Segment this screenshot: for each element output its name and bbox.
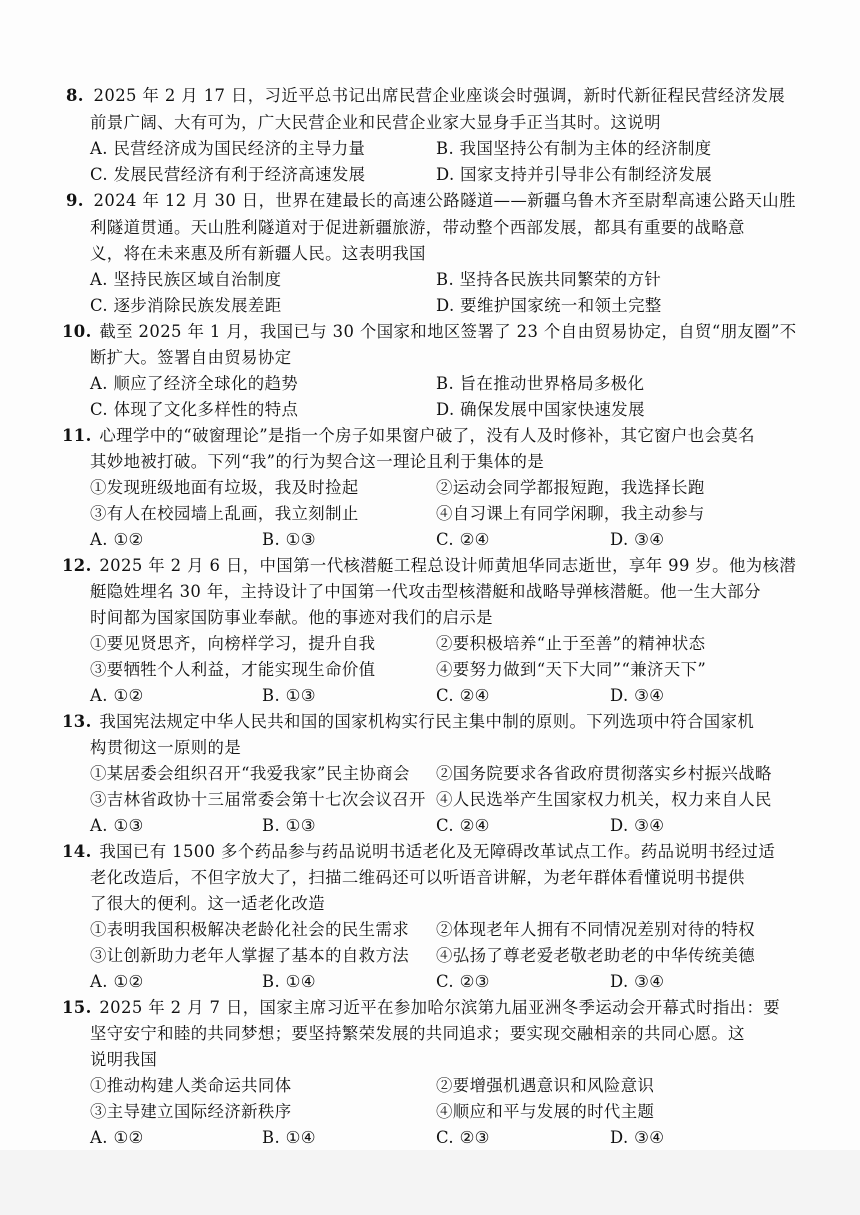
statement-1: ①表明我国积极解决老龄化社会的民生需求 — [90, 920, 410, 939]
question-stem: 2025 年 2 月 17 日，习近平总书记出席民营企业座谈会时强调，新时代新征程民营经济发展 — [93, 86, 786, 105]
option-a: A. 坚持民族区域自治制度 — [90, 270, 282, 289]
question-number: 15. — [62, 998, 92, 1017]
statement-2: ②要积极培养“止于至善”的精神状态 — [436, 634, 706, 653]
question-stem: 截至 2025 年 1 月，我国已与 30 个国家和地区签署了 23 个自由贸易协定，自贸“朋友圈”不 — [99, 322, 797, 341]
option-c: C. 逐步消除民族发展差距 — [90, 296, 282, 315]
question-stem: 2024 年 12 月 30 日，世界在建最长的高速公路隧道——新疆乌鲁木齐至尉犁高速公路天山胜 — [93, 191, 796, 210]
question-number: 9. — [66, 191, 84, 210]
question-stem: 坚守安宁和睦的共同梦想；要坚持繁荣发展的共同追求；要实现交融相亲的共同心愿。这 — [90, 1024, 745, 1043]
statement-1: ①推动构建人类命运共同体 — [90, 1076, 292, 1095]
statement-2: ②要增强机遇意识和风险意识 — [436, 1076, 655, 1095]
choice-a: A. ①② — [90, 686, 144, 705]
choice-a: A. ①② — [90, 530, 144, 549]
statement-4: ④顺应和平与发展的时代主题 — [436, 1102, 655, 1121]
statement-3: ③有人在校园墙上乱画，我立刻制止 — [90, 504, 359, 523]
statement-4: ④人民选举产生国家权力机关，权力来自人民 — [436, 790, 772, 809]
statement-3: ③要牺牲个人利益，才能实现生命价值 — [90, 660, 376, 679]
choice-d: D. ③④ — [610, 686, 665, 705]
choice-c: C. ②③ — [436, 972, 490, 991]
statement-2: ②体现老年人拥有不同情况差别对待的特权 — [436, 920, 756, 939]
question-stem: 艇隐姓埋名 30 年，主持设计了中国第一代攻击型核潜艇和战略导弹核潜艇。他一生大部分 — [90, 582, 761, 601]
question-number: 12. — [62, 556, 92, 575]
question-number: 11. — [62, 426, 92, 445]
question-stem: 2025 年 2 月 6 日，中国第一代核潜艇工程总设计师黄旭华同志逝世，享年 99 岁。他为核潜 — [99, 556, 797, 575]
question-stem: 构贯彻这一原则的是 — [90, 738, 242, 757]
option-d: D. 国家支持并引导非公有制经济发展 — [436, 165, 713, 184]
question-number: 13. — [62, 712, 92, 731]
statement-2: ②国务院要求各省政府贯彻落实乡村振兴战略 — [436, 764, 772, 783]
question-stem: 心理学中的“破窗理论”是指一个房子如果窗户破了，没有人及时修补，其它窗户也会莫名 — [99, 426, 755, 445]
choice-d: D. ③④ — [610, 972, 665, 991]
choice-a: A. ①③ — [90, 816, 144, 835]
question-stem: 断扩大。签署自由贸易协定 — [90, 348, 292, 367]
choice-d: D. ③④ — [610, 530, 665, 549]
question-stem: 其妙地被打破。下列“我”的行为契合这一理论且利于集体的是 — [90, 452, 545, 471]
statement-1: ①某居委会组织召开“我爱我家”民主协商会 — [90, 764, 410, 783]
choice-b: B. ①④ — [262, 1128, 316, 1147]
question-number: 10. — [62, 322, 92, 341]
choice-b: B. ①③ — [262, 686, 316, 705]
statement-4: ④弘扬了尊老爱老敬老助老的中华传统美德 — [436, 946, 756, 965]
option-a: A. 顺应了经济全球化的趋势 — [90, 374, 299, 393]
question-stem: 老化改造后，不但字放大了，扫描二维码还可以听语音讲解，为老年群体看懂说明书提供 — [90, 868, 745, 887]
choice-b: B. ①③ — [262, 530, 316, 549]
option-c: C. 体现了文化多样性的特点 — [90, 400, 299, 419]
option-b: B. 坚持各民族共同繁荣的方针 — [436, 270, 662, 289]
statement-3: ③主导建立国际经济新秩序 — [90, 1102, 292, 1121]
choice-b: B. ①④ — [262, 972, 316, 991]
statement-3: ③吉林省政协十三届常委会第十七次会议召开 — [90, 790, 426, 809]
question-stem: 利隧道贯通。天山胜利隧道对于促进新疆旅游，带动整个西部发展，都具有重要的战略意 — [90, 218, 745, 237]
question-stem: 我国已有 1500 多个药品参与药品说明书适老化及无障碍改革试点工作。药品说明书经过适 — [99, 842, 776, 861]
choice-d: D. ③④ — [610, 1128, 665, 1147]
option-b: B. 旨在推动世界格局多极化 — [436, 374, 645, 393]
option-a: A. 民营经济成为国民经济的主导力量 — [90, 139, 366, 158]
choice-d: D. ③④ — [610, 816, 665, 835]
question-number: 14. — [62, 842, 92, 861]
choice-c: C. ②④ — [436, 530, 490, 549]
question-stem: 义，将在未来惠及所有新疆人民。这表明我国 — [90, 244, 426, 263]
option-b: B. 我国坚持公有制为主体的经济制度 — [436, 139, 712, 158]
choice-b: B. ①③ — [262, 816, 316, 835]
choice-a: A. ①② — [90, 972, 144, 991]
statement-4: ④要努力做到“天下大同”“兼济天下” — [436, 660, 707, 679]
option-d: D. 确保发展中国家快速发展 — [436, 400, 645, 419]
choice-a: A. ①② — [90, 1128, 144, 1147]
question-stem: 说明我国 — [90, 1050, 158, 1069]
question-stem: 了很大的便利。这一适老化改造 — [90, 894, 326, 913]
choice-c: C. ②④ — [436, 816, 490, 835]
page-margin — [0, 1150, 860, 1215]
question-stem: 我国宪法规定中华人民共和国的国家机构实行民主集中制的原则。下列选项中符合国家机 — [99, 712, 755, 731]
question-stem: 前景广阔、大有可为，广大民营企业和民营企业家大显身手正当其时。这说明 — [90, 113, 661, 132]
question-stem: 时间都为国家国防事业奉献。他的事迹对我们的启示是 — [90, 608, 493, 627]
statement-1: ①发现班级地面有垃圾，我及时捡起 — [90, 478, 359, 497]
statement-4: ④自习课上有同学闲聊，我主动参与 — [436, 504, 705, 523]
statement-1: ①要见贤思齐，向榜样学习，提升自我 — [90, 634, 376, 653]
statement-3: ③让创新助力老年人掌握了基本的自救方法 — [90, 946, 410, 965]
question-stem: 2025 年 2 月 7 日，国家主席习近平在参加哈尔滨第九届亚洲冬季运动会开幕式时指出：要 — [99, 998, 781, 1017]
choice-c: C. ②③ — [436, 1128, 490, 1147]
statement-2: ②运动会同学都报短跑，我选择长跑 — [436, 478, 705, 497]
option-c: C. 发展民营经济有利于经济高速发展 — [90, 165, 366, 184]
question-number: 8. — [66, 86, 84, 105]
choice-c: C. ②④ — [436, 686, 490, 705]
option-d: D. 要维护国家统一和领土完整 — [436, 296, 662, 315]
